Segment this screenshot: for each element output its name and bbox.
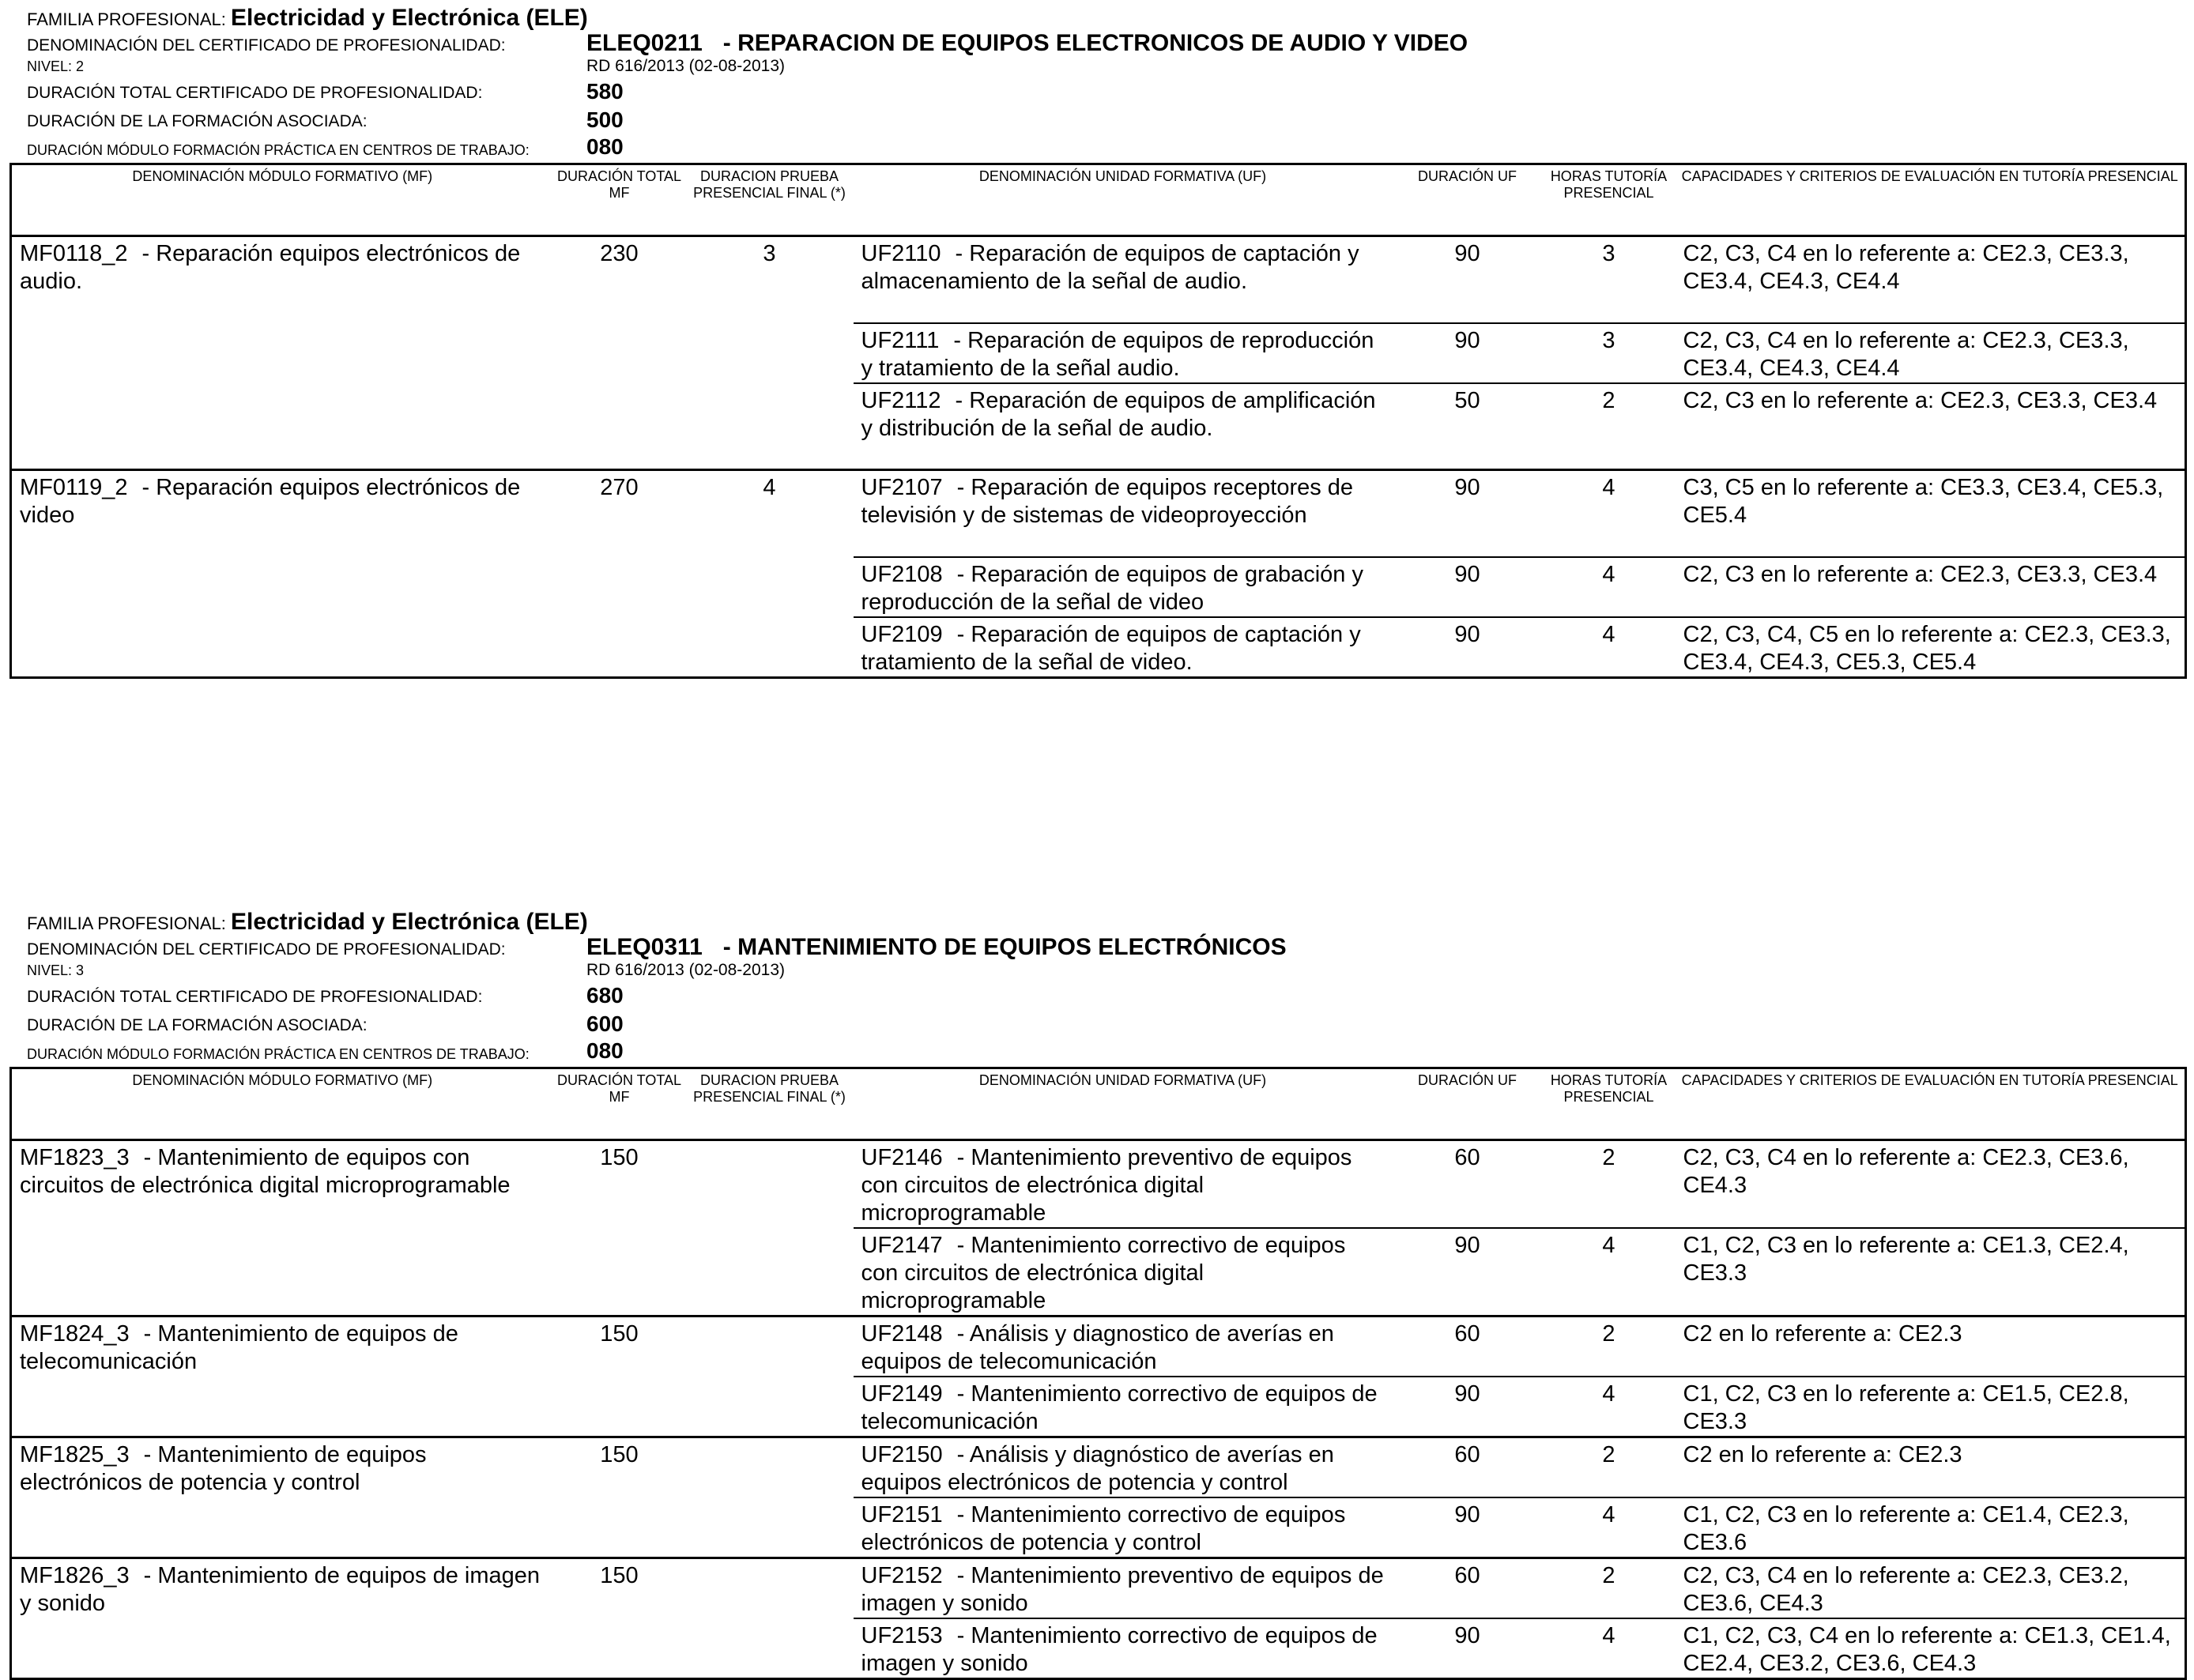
mf-code: MF1826_3	[20, 1563, 130, 1588]
uf-name: - Análisis y diagnóstico de averías en equipos electrónicos de potencia y control	[861, 1442, 1334, 1495]
uf-cell	[854, 1140, 1393, 1229]
uf-capacidades: C2 en lo referente a: CE2.3	[1683, 1321, 1962, 1347]
certificate-header	[0, 904, 2194, 1066]
uf-horas: 3	[1602, 241, 1615, 266]
duracion-formacion-value: 600	[586, 1011, 624, 1036]
table-header-row	[11, 1068, 2186, 1140]
modules-table	[9, 1067, 2187, 1680]
uf-horas: 4	[1543, 617, 1676, 678]
mf-code: MF1825_3	[20, 1442, 130, 1467]
header-prueba: DURACION PRUEBA PRESENCIAL FINAL (*)	[693, 1072, 846, 1105]
header-uf: DENOMINACIÓN UNIDAD FORMATIVA (UF)	[978, 1072, 1267, 1088]
mf-cell	[11, 1140, 553, 1317]
duracion-formacion-value: 500	[586, 107, 624, 132]
uf-name: - Mantenimiento preventivo de equipos con circuitos de electrónica digital microprogramable	[861, 1145, 1352, 1226]
table-row	[11, 1317, 2186, 1377]
mf-prueba: 4	[763, 475, 776, 500]
duracion-total-value: 580	[586, 79, 624, 104]
header-capacidades: CAPACIDADES Y CRITERIOS DE EVALUACIÓN EN TUTORÍA PRESENCIAL	[1681, 1072, 2178, 1088]
uf-capacidades: C2, C3, C4 en lo referente a: CE2.3, CE3.2, CE3.6, CE4.3	[1683, 1563, 2129, 1616]
uf-code: UF2107	[861, 475, 943, 500]
table-row	[11, 1558, 2186, 1619]
uf-capacidades: C1, C2, C3 en lo referente a: CE1.5, CE2.8, CE3.3	[1676, 1377, 2186, 1437]
header-capacidades: CAPACIDADES Y CRITERIOS DE EVALUACIÓN EN TUTORÍA PRESENCIAL	[1681, 168, 2178, 184]
header-mf: DENOMINACIÓN MÓDULO FORMATIVO (MF)	[132, 1072, 433, 1088]
mf-code: MF0119_2	[20, 475, 128, 500]
mf-name: - Mantenimiento de equipos de telecomunicación	[20, 1321, 458, 1374]
uf-duration: 60	[1454, 1321, 1480, 1347]
uf-cell	[854, 1317, 1393, 1377]
uf-horas: 4	[1543, 557, 1676, 617]
uf-code: UF2148	[861, 1321, 943, 1347]
uf-name: - Reparación de equipos de reproducción y tratamiento de la señal audio.	[861, 327, 1374, 381]
uf-capacidades: C1, C2, C3 en lo referente a: CE1.4, CE2.3, CE3.6	[1676, 1497, 2186, 1558]
duracion-practica-label: DURACIÓN MÓDULO FORMACIÓN PRÁCTICA EN CENTROS DE TRABAJO:	[27, 1046, 530, 1062]
uf-horas: 2	[1602, 1563, 1615, 1588]
uf-code: UF2152	[861, 1563, 943, 1588]
uf-code: UF2111	[861, 327, 940, 353]
mf-cell	[11, 1317, 553, 1437]
uf-duration: 60	[1454, 1563, 1480, 1588]
certificate-title-row	[586, 934, 1287, 961]
certificate-header	[0, 0, 2194, 162]
uf-cell	[854, 1377, 1393, 1437]
uf-capacidades: C2, C3, C4 en lo referente a: CE2.3, CE3.6, CE4.3	[1683, 1145, 2129, 1198]
mf-duration: 150	[600, 1442, 639, 1467]
header-duracion-mf: DURACIÓN TOTAL MF	[556, 1072, 682, 1105]
uf-name: - Reparación de equipos receptores de televisión y de sistemas de videoproyección	[861, 475, 1354, 528]
uf-cell	[854, 1558, 1393, 1619]
certificate-eleq0311	[0, 904, 2194, 1676]
familia-label: FAMILIA PROFESIONAL:	[27, 9, 226, 29]
uf-code: UF2151	[861, 1502, 943, 1527]
mf-code: MF0118_2	[20, 241, 128, 266]
mf-prueba	[686, 1140, 854, 1317]
duracion-practica-value: 080	[586, 134, 624, 159]
uf-duration: 60	[1454, 1442, 1480, 1467]
uf-cell	[854, 383, 1393, 470]
header-prueba: DURACION PRUEBA PRESENCIAL FINAL (*)	[693, 168, 846, 201]
uf-horas: 4	[1543, 1377, 1676, 1437]
table-row	[11, 470, 2186, 557]
uf-horas: 4	[1602, 475, 1615, 500]
uf-duration: 90	[1393, 1377, 1543, 1437]
uf-duration: 90	[1454, 475, 1480, 500]
certificate-eleq0211	[0, 0, 2194, 675]
rd-value: RD 616/2013 (02-08-2013)	[586, 57, 785, 75]
uf-horas: 2	[1602, 1321, 1615, 1347]
uf-capacidades: C2, C3, C4 en lo referente a: CE2.3, CE3.3, CE3.4, CE4.3, CE4.4	[1676, 323, 2186, 383]
header-mf: DENOMINACIÓN MÓDULO FORMATIVO (MF)	[132, 168, 433, 184]
mf-cell	[11, 236, 553, 470]
header-duracion-uf: DURACIÓN UF	[1418, 168, 1517, 184]
uf-capacidades: C2, C3 en lo referente a: CE2.3, CE3.3, CE3.4	[1676, 383, 2186, 470]
certificate-title: - REPARACION DE EQUIPOS ELECTRONICOS DE AUDIO Y VIDEO	[722, 30, 1468, 56]
uf-code: UF2147	[861, 1233, 943, 1258]
uf-horas: 4	[1543, 1228, 1676, 1317]
uf-name: - Mantenimiento correctivo de equipos con circuitos de electrónica digital microprogramable	[861, 1233, 1346, 1313]
header-duracion-mf: DURACIÓN TOTAL MF	[556, 168, 682, 201]
uf-name: - Mantenimiento correctivo de equipos de telecomunicación	[861, 1381, 1378, 1434]
uf-horas: 2	[1543, 383, 1676, 470]
uf-cell	[854, 323, 1393, 383]
header-horas: HORAS TUTORÍA PRESENCIAL	[1550, 168, 1668, 201]
uf-duration: 90	[1393, 1618, 1543, 1679]
mf-prueba: 3	[763, 241, 776, 266]
denominacion-label: DENOMINACIÓN DEL CERTIFICADO DE PROFESIONALIDAD:	[27, 940, 506, 959]
table-row	[11, 236, 2186, 323]
mf-name: - Reparación equipos electrónicos de video	[20, 475, 521, 528]
uf-capacidades: C2, C3, C4, C5 en lo referente a: CE2.3, CE3.3, CE3.4, CE4.3, CE5.3, CE5.4	[1676, 617, 2186, 678]
uf-capacidades: C2 en lo referente a: CE2.3	[1683, 1442, 1962, 1467]
familia-value: Electricidad y Electrónica (ELE)	[230, 5, 588, 31]
uf-horas: 3	[1543, 323, 1676, 383]
familia-value: Electricidad y Electrónica (ELE)	[230, 909, 588, 935]
certificate-title-row	[586, 30, 1468, 57]
mf-prueba	[686, 1437, 854, 1558]
uf-cell	[854, 1437, 1393, 1498]
duracion-formacion-label: DURACIÓN DE LA FORMACIÓN ASOCIADA:	[27, 112, 368, 130]
uf-name: - Mantenimiento correctivo de equipos electrónicos de potencia y control	[861, 1502, 1346, 1555]
uf-name: - Reparación de equipos de grabación y reproducción de la señal de video	[861, 561, 1363, 615]
mf-prueba	[686, 1317, 854, 1437]
uf-duration: 50	[1393, 383, 1543, 470]
uf-capacidades: C1, C2, C3, C4 en lo referente a: CE1.3, CE1.4, CE2.4, CE3.2, CE3.6, CE4.3	[1676, 1618, 2186, 1679]
mf-duration: 270	[600, 475, 639, 500]
nivel-label: NIVEL: 3	[27, 962, 85, 978]
mf-duration: 150	[600, 1145, 639, 1170]
table-row	[11, 1140, 2186, 1229]
familia-row	[27, 5, 588, 32]
uf-cell	[854, 1497, 1393, 1558]
duracion-total-label: DURACIÓN TOTAL CERTIFICADO DE PROFESIONALIDAD:	[27, 988, 483, 1006]
uf-code: UF2110	[861, 241, 941, 266]
rd-value: RD 616/2013 (02-08-2013)	[586, 961, 785, 979]
uf-horas: 4	[1543, 1618, 1676, 1679]
uf-code: UF2150	[861, 1442, 943, 1467]
uf-code: UF2149	[861, 1381, 943, 1407]
mf-code: MF1824_3	[20, 1321, 130, 1347]
header-duracion-uf: DURACIÓN UF	[1418, 1072, 1517, 1088]
uf-name: - Mantenimiento correctivo de equipos de imagen y sonido	[861, 1623, 1378, 1676]
uf-duration: 60	[1454, 1145, 1480, 1170]
nivel-label: NIVEL: 2	[27, 58, 85, 74]
table-header-row	[11, 164, 2186, 236]
uf-horas: 2	[1602, 1145, 1615, 1170]
uf-name: - Reparación de equipos de captación y almacenamiento de la señal de audio.	[861, 241, 1359, 294]
uf-code: UF2109	[861, 621, 943, 647]
mf-cell	[11, 1558, 553, 1679]
uf-duration: 90	[1393, 1228, 1543, 1317]
header-horas: HORAS TUTORÍA PRESENCIAL	[1550, 1072, 1668, 1105]
mf-duration: 150	[600, 1321, 639, 1347]
mf-cell	[11, 1437, 553, 1558]
uf-horas: 4	[1543, 1497, 1676, 1558]
uf-duration: 90	[1393, 557, 1543, 617]
uf-code: UF2108	[861, 561, 943, 587]
uf-cell	[854, 557, 1393, 617]
uf-name: - Reparación de equipos de captación y tratamiento de la señal de video.	[861, 621, 1361, 675]
modules-table	[9, 163, 2187, 679]
uf-duration: 90	[1393, 617, 1543, 678]
certificate-title: - MANTENIMIENTO DE EQUIPOS ELECTRÓNICOS	[722, 934, 1287, 960]
uf-duration: 90	[1393, 323, 1543, 383]
uf-name: - Mantenimiento preventivo de equipos de imagen y sonido	[861, 1563, 1384, 1616]
mf-code: MF1823_3	[20, 1145, 130, 1170]
certificate-code: ELEQ0211	[586, 30, 703, 56]
mf-name: - Mantenimiento de equipos de imagen y sonido	[20, 1563, 541, 1616]
denominacion-label: DENOMINACIÓN DEL CERTIFICADO DE PROFESIONALIDAD:	[27, 36, 506, 55]
uf-cell	[854, 236, 1393, 323]
uf-code: UF2153	[861, 1623, 943, 1648]
duracion-practica-value: 080	[586, 1038, 624, 1063]
mf-duration: 150	[600, 1563, 639, 1588]
duracion-practica-label: DURACIÓN MÓDULO FORMACIÓN PRÁCTICA EN CENTROS DE TRABAJO:	[27, 142, 530, 158]
uf-name: - Análisis y diagnostico de averías en equipos de telecomunicación	[861, 1321, 1334, 1374]
uf-capacidades: C2, C3, C4 en lo referente a: CE2.3, CE3.3, CE3.4, CE4.3, CE4.4	[1683, 241, 2129, 294]
uf-code: UF2146	[861, 1145, 943, 1170]
duracion-total-value: 680	[586, 983, 624, 1008]
uf-cell	[854, 617, 1393, 678]
uf-name: - Reparación de equipos de amplificación y distribución de la señal de audio.	[861, 387, 1376, 441]
mf-prueba	[686, 1558, 854, 1679]
uf-cell	[854, 1228, 1393, 1317]
mf-duration: 230	[600, 241, 639, 266]
uf-cell	[854, 1618, 1393, 1679]
familia-label: FAMILIA PROFESIONAL:	[27, 913, 226, 933]
uf-duration: 90	[1393, 1497, 1543, 1558]
uf-capacidades: C3, C5 en lo referente a: CE3.3, CE3.4, CE5.3, CE5.4	[1683, 475, 2164, 528]
duracion-total-label: DURACIÓN TOTAL CERTIFICADO DE PROFESIONALIDAD:	[27, 84, 483, 102]
mf-cell	[11, 470, 553, 678]
uf-code: UF2112	[861, 387, 941, 413]
uf-duration: 90	[1454, 241, 1480, 266]
familia-row	[27, 909, 588, 936]
uf-horas: 2	[1602, 1442, 1615, 1467]
table-row	[11, 1437, 2186, 1498]
mf-name: - Mantenimiento de equipos electrónicos de potencia y control	[20, 1442, 427, 1495]
uf-capacidades: C2, C3 en lo referente a: CE2.3, CE3.3, CE3.4	[1676, 557, 2186, 617]
uf-cell	[854, 470, 1393, 557]
mf-name: - Mantenimiento de equipos con circuitos de electrónica digital microprogramable	[20, 1145, 511, 1198]
mf-name: - Reparación equipos electrónicos de audio.	[20, 241, 521, 294]
duracion-formacion-label: DURACIÓN DE LA FORMACIÓN ASOCIADA:	[27, 1016, 368, 1034]
uf-capacidades: C1, C2, C3 en lo referente a: CE1.3, CE2.4, CE3.3	[1676, 1228, 2186, 1317]
certificate-code: ELEQ0311	[586, 934, 703, 960]
header-uf: DENOMINACIÓN UNIDAD FORMATIVA (UF)	[978, 168, 1267, 184]
